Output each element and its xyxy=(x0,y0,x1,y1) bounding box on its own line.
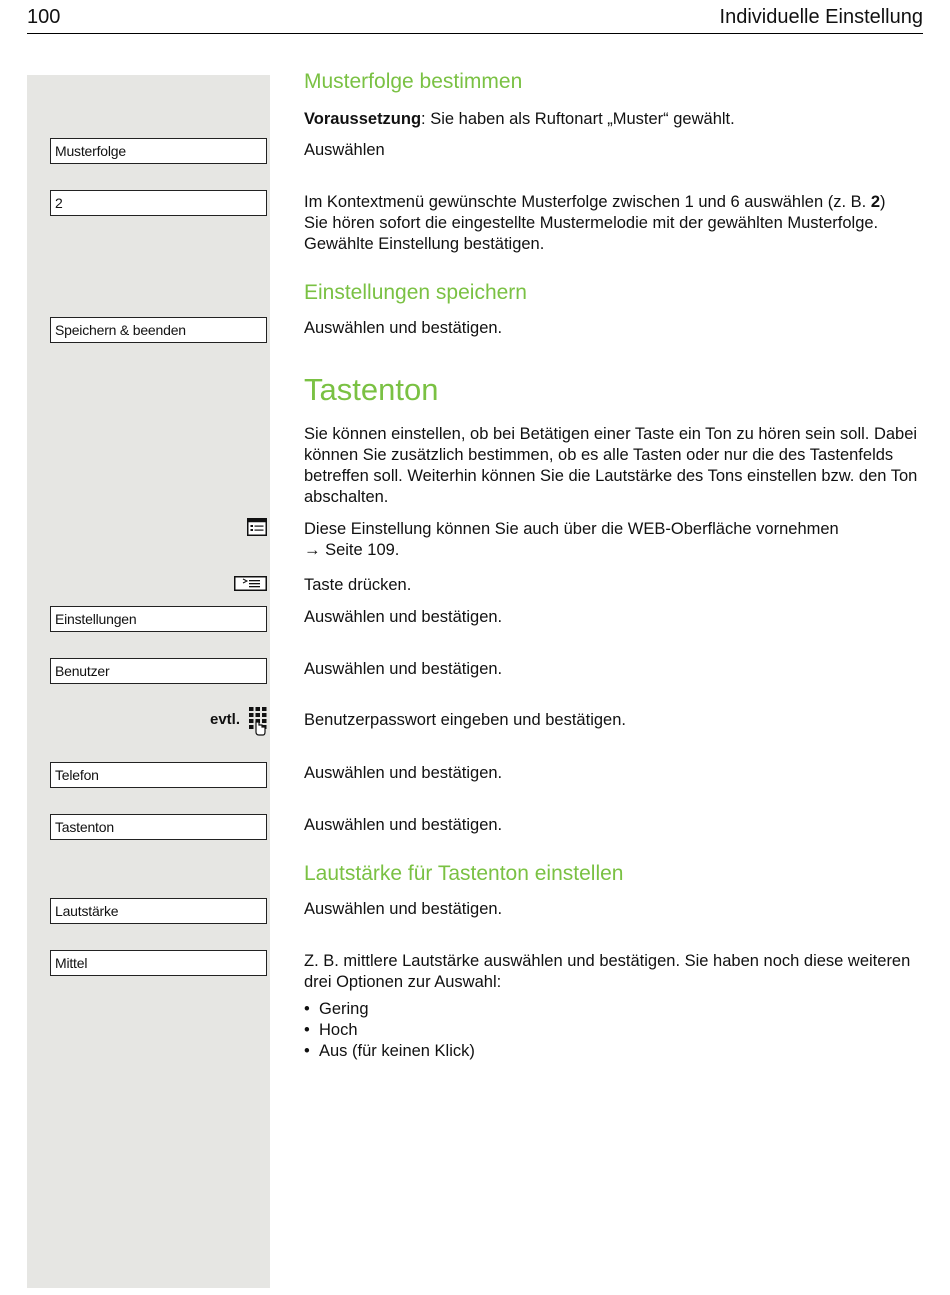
web-note xyxy=(304,519,924,561)
tastenton-intro: Sie können einstellen, ob bei Betätigen einer Taste ein Ton zu hören sein soll. Dabei können Sie zusätzlich bestimmen, ob es alle Tasten oder nur die des Tastenfelds betreffen soll. Weiterhin können Sie die Lautstärke des Tons einstellen bzw. den Ton abschalten. xyxy=(304,425,918,506)
step2-line2: Sie hören sofort die eingestellte Mustermelodie mit der gewählten Musterfolge. xyxy=(304,214,879,232)
web-interface-icon xyxy=(247,518,267,536)
menu-item-tastenton[interactable]: Tastenton xyxy=(50,814,267,840)
step-text: Taste drücken. xyxy=(304,576,412,594)
web-note-link[interactable]: → Seite 109. xyxy=(304,541,400,559)
menu-item-lautstaerke[interactable]: Lautstärke xyxy=(50,898,267,924)
evtl-label: evtl. xyxy=(210,711,241,728)
heading-speichern: Einstellungen speichern xyxy=(304,281,527,304)
heading-lautstaerke: Lautstärke für Tastenton einstellen xyxy=(304,862,624,885)
menu-key-icon[interactable] xyxy=(234,576,267,591)
list-item: • Hoch xyxy=(304,1020,924,1041)
list-item: • Gering xyxy=(304,999,924,1020)
heading-tastenton: Tastenton xyxy=(304,372,439,407)
prerequisite-rest: : Sie haben als Ruftonart „Muster“ gewählt. xyxy=(421,110,735,128)
step-text: Auswählen und bestätigen. xyxy=(304,660,503,678)
web-note-line1: Diese Einstellung können Sie auch über die WEB-Oberfläche vornehmen xyxy=(304,520,839,538)
page-title: Individuelle Einstellung xyxy=(719,6,923,28)
menu-item-speichern-beenden[interactable]: Speichern & beenden xyxy=(50,317,267,343)
menu-item-musterfolge[interactable]: Musterfolge xyxy=(50,138,267,164)
keypad-icon[interactable] xyxy=(248,706,268,736)
step-text: Auswählen und bestätigen. xyxy=(304,319,503,337)
step-text: Auswählen und bestätigen. xyxy=(304,816,503,834)
menu-item-telefon[interactable]: Telefon xyxy=(50,762,267,788)
menu-item-einstellungen[interactable]: Einstellungen xyxy=(50,606,267,632)
menu-item-benutzer[interactable]: Benutzer xyxy=(50,658,267,684)
step-text: Auswählen und bestätigen. xyxy=(304,764,503,782)
mittel-description: Z. B. mittlere Lautstärke auswählen und bestätigen. Sie haben noch diese weiteren drei Optionen zur Auswahl: xyxy=(304,952,911,991)
page-number: 100 xyxy=(27,6,61,28)
step-text xyxy=(304,951,924,1062)
list-item: • Aus (für keinen Klick) xyxy=(304,1041,924,1062)
step2-line3: Gewählte Einstellung bestätigen. xyxy=(304,235,545,253)
step-text: Benutzerpasswort eingeben und bestätigen. xyxy=(304,711,626,729)
prerequisite-bold: Voraussetzung xyxy=(304,110,422,128)
step-text: Auswählen und bestätigen. xyxy=(304,900,503,918)
step-text xyxy=(304,192,924,255)
step-text: Auswählen und bestätigen. xyxy=(304,608,503,626)
menu-item-2[interactable]: 2 xyxy=(50,190,267,216)
step-text: Auswählen xyxy=(304,141,385,159)
heading-musterfolge: Musterfolge bestimmen xyxy=(304,70,523,93)
step2-line1: Im Kontextmenü gewünschte Musterfolge zwischen 1 und 6 auswählen (z. B. 2) xyxy=(304,193,886,211)
menu-item-mittel[interactable]: Mittel xyxy=(50,950,267,976)
options-list xyxy=(304,999,924,1062)
prerequisite-text xyxy=(304,109,924,130)
header-rule xyxy=(27,33,923,34)
